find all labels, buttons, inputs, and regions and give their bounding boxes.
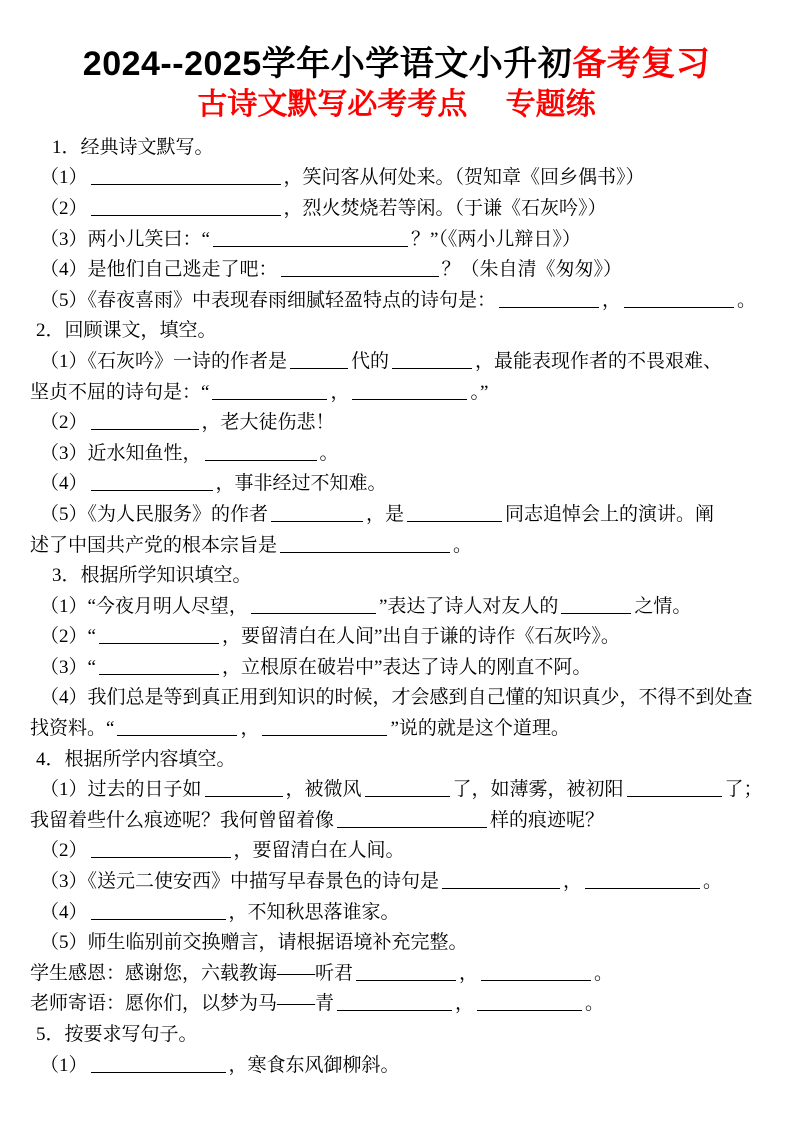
q2-heading: [0, 316, 793, 347]
answer-blank: [281, 260, 439, 277]
answer-blank: [99, 658, 219, 675]
q3-heading: [0, 561, 793, 592]
q3-item-4-cont: [0, 714, 793, 745]
title-black-part: 2024--2025学年小学语文小升初: [82, 45, 573, 83]
text-segment: 坚贞不屈的诗句是：“: [30, 381, 210, 403]
q4-item-5-teacher: [0, 989, 793, 1020]
text-segment: 代的: [351, 350, 390, 372]
text-segment: （3）“: [40, 656, 96, 678]
text-segment: ，要留清白在人间”出自于谦的诗作《石灰吟》。: [221, 626, 620, 648]
text-segment: 。: [594, 962, 614, 984]
text-segment: ，笑问客从何处来。（贺知章《回乡偶书》）: [283, 167, 645, 189]
answer-blank: [561, 597, 631, 614]
text-segment: ，事非经过不知难。: [215, 473, 387, 495]
q4-item-1-cont: [0, 806, 793, 837]
text-segment: 样的痕迹呢？: [490, 809, 605, 831]
text-segment: （4）是他们自己逃走了吧：: [40, 259, 278, 281]
answer-blank: [213, 230, 408, 247]
text-segment: （4）: [40, 901, 88, 923]
text-segment: ？”（《两小儿辩日》）: [410, 228, 581, 250]
answer-blank: [271, 505, 363, 522]
answer-blank: [407, 505, 502, 522]
q1-item-3: [0, 225, 793, 256]
q2-item-1: [0, 347, 793, 378]
q1-item-2: [0, 194, 793, 225]
text-segment: 。: [319, 442, 339, 464]
document-body: [0, 133, 793, 1081]
q4-item-5-student: [0, 959, 793, 990]
text-segment: （5）师生临别前交换赠言，请根据语境补充完整。: [40, 932, 468, 954]
answer-blank: [499, 291, 599, 308]
document-subtitle: 古诗文默写必考考点 专题练: [197, 87, 596, 121]
answer-blank: [212, 383, 327, 400]
text-segment: 。: [737, 289, 757, 311]
text-segment: ，寒食东风御柳斜。: [228, 1054, 400, 1076]
q1-item-5: [0, 286, 793, 317]
q4-item-3: [0, 867, 793, 898]
answer-blank: [205, 780, 283, 797]
answer-blank: [356, 964, 456, 981]
answer-blank: [91, 168, 281, 185]
text-segment: ，: [240, 718, 260, 740]
q2-item-4: [0, 469, 793, 500]
text-segment: 我留着些什么痕迹呢？我何曾留着像: [30, 809, 335, 831]
answer-blank: [337, 811, 487, 828]
text-segment: （1）过去的日子如: [40, 779, 202, 801]
text-segment: （3）近水知鱼性，: [40, 442, 202, 464]
q2-item-5: [0, 500, 793, 531]
answer-blank: [280, 536, 450, 553]
text-segment: 找资料。“: [30, 718, 115, 740]
text-segment: 学生感恩：感谢您，六载教诲——听君: [30, 962, 354, 984]
q4-item-5: [0, 928, 793, 959]
answer-blank: [99, 627, 219, 644]
q2-item-3: [0, 439, 793, 470]
text-segment: ，: [602, 289, 622, 311]
text-segment: （4）: [40, 473, 88, 495]
text-segment: 。”: [470, 381, 489, 403]
text-segment: （2）: [40, 412, 88, 434]
q3-item-1: [0, 592, 793, 623]
q4-item-4: [0, 898, 793, 929]
text-segment: （3）两小儿笑曰：“: [40, 228, 210, 250]
answer-blank: [624, 291, 734, 308]
text-segment: 述了中国共产党的根本宗旨是: [30, 534, 278, 556]
text-segment: ，: [459, 962, 479, 984]
text-segment: ，立根原在破岩中”表达了诗人的刚直不阿。: [221, 656, 592, 678]
text-segment: （3）《送元二使安西》中描写早春景色的诗句是: [40, 871, 440, 893]
text-segment: 之情。: [634, 595, 692, 617]
text-segment: （4）我们总是等到真正用到知识的时候，才会感到自己懂的知识真少，不得不到处查: [40, 687, 753, 709]
text-segment: （1）: [40, 1054, 88, 1076]
answer-blank: [627, 780, 722, 797]
answer-blank: [91, 199, 281, 216]
answer-blank: [91, 474, 213, 491]
text-segment: ？（朱自清《匆匆》）: [441, 259, 623, 281]
text-segment: 。: [453, 534, 473, 556]
text-segment: ，被微风: [285, 779, 362, 801]
answer-blank: [262, 719, 387, 736]
text-segment: ，是: [366, 503, 405, 525]
answer-blank: [365, 780, 450, 797]
q2-item-2: [0, 408, 793, 439]
answer-blank: [91, 1056, 226, 1073]
q4-heading: [0, 745, 793, 776]
text-segment: （1）: [40, 167, 88, 189]
text-segment: ”表达了诗人对友人的: [378, 595, 559, 617]
q4-item-1: [0, 775, 793, 806]
title-red-part: 备考复习: [572, 45, 711, 83]
q3-item-4: [0, 683, 793, 714]
text-segment: （2）: [40, 840, 88, 862]
text-segment: （2）“: [40, 626, 96, 648]
text-segment: 同志追悼会上的演讲。阐: [505, 503, 715, 525]
answer-blank: [251, 597, 376, 614]
text-segment: ，: [455, 993, 475, 1015]
text-segment: （5）《为人民服务》的作者: [40, 503, 269, 525]
text-segment: 5．按要求写句子。: [36, 1024, 198, 1046]
answer-blank: [337, 994, 452, 1011]
text-segment: 。: [703, 871, 723, 893]
answer-blank: [205, 444, 317, 461]
text-segment: ”说的就是这个道理。: [390, 718, 570, 740]
document-title: [0, 44, 793, 85]
answer-blank: [481, 964, 591, 981]
q4-item-2: [0, 836, 793, 867]
answer-blank: [585, 872, 700, 889]
answer-blank: [91, 903, 226, 920]
text-segment: （5）《春夜喜雨》中表现春雨细腻轻盈特点的诗句是：: [40, 289, 497, 311]
text-segment: 1．经典诗文默写。: [52, 136, 214, 158]
q1-item-1: [0, 163, 793, 194]
q1-item-4: [0, 255, 793, 286]
text-segment: ，烈火焚烧若等闲。（于谦《石灰吟》）: [283, 197, 607, 219]
q3-item-3: [0, 653, 793, 684]
q2-item-5-cont: [0, 531, 793, 562]
text-segment: 2．回顾课文，填空。: [36, 320, 217, 342]
text-segment: 4．根据所学内容填空。: [36, 748, 236, 770]
text-segment: ，要留清白在人间。: [233, 840, 405, 862]
text-segment: ，: [330, 381, 350, 403]
q1-heading: [0, 133, 793, 164]
text-segment: 。: [585, 993, 605, 1015]
answer-blank: [392, 352, 472, 369]
text-segment: ，最能表现作者的不畏艰难、: [475, 350, 723, 372]
text-segment: ，不知秋思落谁家。: [228, 901, 400, 923]
text-segment: （2）: [40, 197, 88, 219]
answer-blank: [91, 413, 199, 430]
q2-item-1-cont: [0, 378, 793, 409]
answer-blank: [352, 383, 467, 400]
text-segment: 了，如薄雾，被初阳: [452, 779, 624, 801]
q3-item-2: [0, 622, 793, 653]
text-segment: 了；: [724, 779, 763, 801]
text-segment: 3．根据所学知识填空。: [52, 565, 252, 587]
text-segment: （1）“今夜月明人尽望，: [40, 595, 248, 617]
text-segment: ，老大徒伤悲！: [201, 412, 335, 434]
text-segment: 老师寄语：愿你们，以梦为马——青: [30, 993, 335, 1015]
text-segment: ，: [563, 871, 583, 893]
answer-blank: [91, 841, 231, 858]
q5-heading: [0, 1020, 793, 1051]
answer-blank: [290, 352, 348, 369]
answer-blank: [442, 872, 560, 889]
q5-item-1: [0, 1051, 793, 1082]
answer-blank: [477, 994, 582, 1011]
answer-blank: [117, 719, 237, 736]
text-segment: （1）《石灰吟》一诗的作者是: [40, 350, 288, 372]
